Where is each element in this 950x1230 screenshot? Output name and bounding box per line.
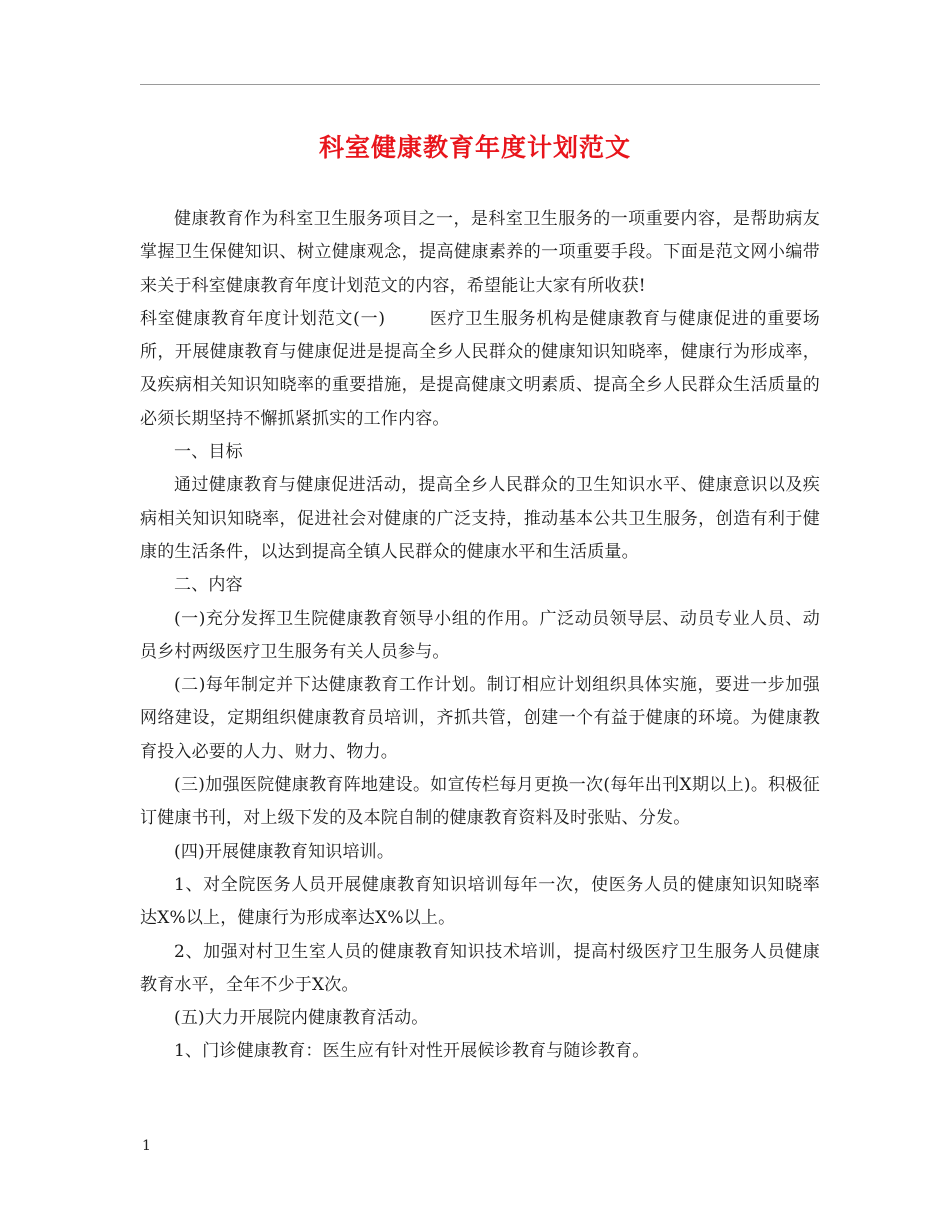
content-heading: 二、内容 [174,575,243,596]
intro-paragraph: 健康教育作为科室卫生服务项目之一，是科室卫生服务的一项重要内容，是帮助病友掌握卫生保健知识、树立健康观念，提高健康素养的一项重要手段。下面是范文网小编带来关于科室健康教育年度计划范文的内容，希望能让大家有所收获! [140,209,820,296]
header-rule [140,84,820,85]
item-4-2-paragraph: 2、加强对村卫生室人员的健康教育知识技术培训，提高村级医疗卫生服务人员健康教育水平，全年不少于X次。 [140,941,820,995]
document-title: 科室健康教育年度计划范文 [318,133,631,162]
item-3-paragraph: (三)加强医院健康教育阵地建设。如宣传栏每月更换一次(每年出刊X期以上)。积极征订健康书刊，对上级下发的及本院自制的健康教育资料及时张贴、分发。 [140,775,820,829]
section1-heading: 科室健康教育年度计划范文(一) [140,308,386,329]
item-2-paragraph: (二)每年制定并下达健康教育工作计划。制订相应计划组织具体实施，要进一步加强网络建设，定期组织健康教育员培训，齐抓共管，创建一个有益于健康的环境。为健康教育投入必要的人力、财力、物力。 [140,675,820,762]
item-4-heading: (四)开展健康教育知识培训。 [174,841,395,862]
item-5-heading: (五)大力开展院内健康教育活动。 [174,1008,429,1029]
item-4-1-paragraph: 1、对全院医务人员开展健康教育知识培训每年一次，使医务人员的健康知识知晓率达X%以上，健康行为形成率达X%以上。 [140,874,820,929]
goal-paragraph: 通过健康教育与健康促进活动，提高全乡人民群众的卫生知识水平、健康意识以及疾病相关知识知晓率，促进社会对健康的广泛支持，推动基本公共卫生服务，创造有利于健康的生活条件，以达到提高全镇人民群众的健康水平和生活质量。 [140,475,820,562]
section1-paragraph [140,303,820,436]
goal-heading: 一、目标 [174,442,243,463]
item-1-paragraph: (一)充分发挥卫生院健康教育领导小组的作用。广泛动员领导层、动员专业人员、动员乡村两级医疗卫生服务有关人员参与。 [140,608,820,662]
item-5-1-paragraph: 1、门诊健康教育：医生应有针对性开展候诊教育与随诊教育。 [174,1041,650,1062]
document-body [140,203,820,1069]
section1-text: 医疗卫生服务机构是健康教育与健康促进的重要场所，开展健康教育与健康促进是提高全乡人民群众的健康知识知晓率，健康行为形成率，及疾病相关知识知晓率的重要措施，是提高健康文明素质、提高全乡人民群众生活质量的必须长期坚持不懈抓紧抓实的工作内容。 [140,308,820,429]
page-number: 1 [142,1138,151,1154]
